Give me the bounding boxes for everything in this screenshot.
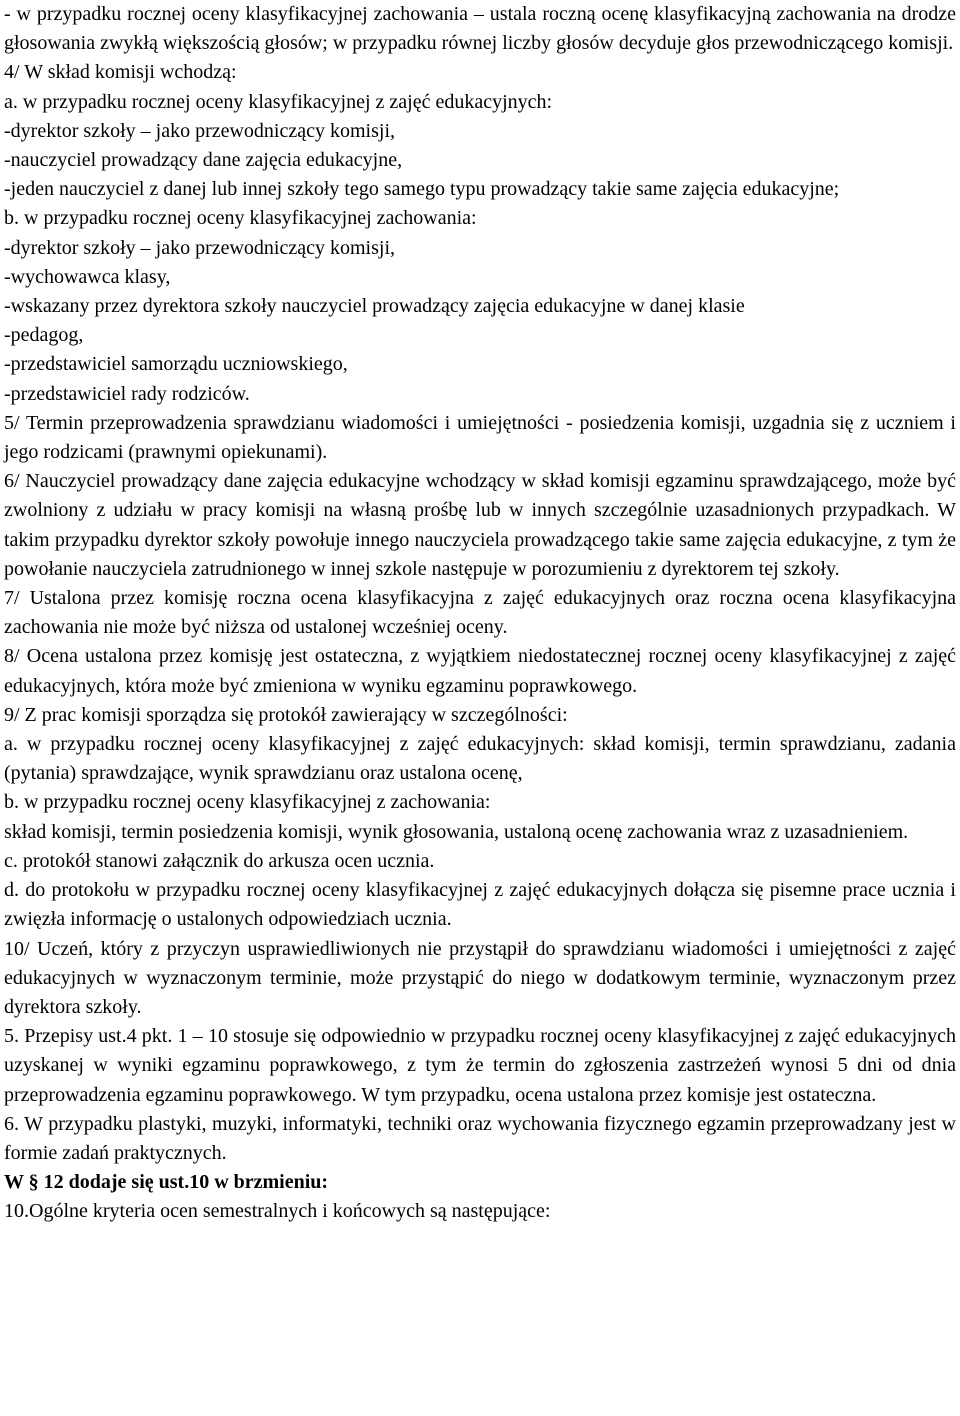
list-item-director: -dyrektor szkoły – jako przewodniczący komisji, bbox=[4, 119, 395, 142]
list-item-director-b: -dyrektor szkoły – jako przewodniczący komisji, bbox=[4, 236, 395, 259]
paragraph-voting-rule: - w przypadku rocznej oceny klasyfikacyjnej zachowania – ustala roczną ocenę klasyfikacyjną zachowania na drodze głosowania zwykłą większością głosów; w przypadku równej liczby głosów decyduje głos przewodniczącego komisji. bbox=[4, 3, 956, 55]
list-item-parents-council: -przedstawiciel rady rodziców. bbox=[4, 382, 250, 405]
paragraph-5: 5/ Termin przeprowadzenia sprawdzianu wiadomości i umiejętności - posiedzenia komisji, uzgadnia się z uczniem i jego rodzicami (prawnymi opiekunami). bbox=[4, 411, 956, 464]
paragraph-9b-body: skład komisji, termin posiedzenia komisji, wynik głosowania, ustaloną ocenę zachowania wraz z uzasadnieniem. bbox=[4, 820, 909, 843]
paragraph-9d: d. do protokołu w przypadku rocznej oceny klasyfikacyjnej z zajęć edukacyjnych dołącza się pisemne prace ucznia i zwięzła informację o ustalonych odpowiedziach ucznia. bbox=[4, 879, 956, 931]
list-item-student-council: -przedstawiciel samorządu uczniowskiego, bbox=[4, 353, 348, 376]
paragraph-6: 6/ Nauczyciel prowadzący dane zajęcia edukacyjne wchodzący w skład komisji egzaminu sprawdzającego, może być zwolniony z udziału w pracy komisji na własną prośbę lub w innych szczególnie uzasadnionych przypadkach. W takim przypadku dyrektor szkoły powołuje innego nauczyciela prowadzącego takie same zajęcia edukacyjne, z tym że powołanie nauczyciela zatrudnionego w innej szkole następuje w porozumieniu z dyrektorem tej szkoły. bbox=[4, 470, 956, 580]
paragraph-9-heading: 9/ Z prac komisji sporządza się protokół zawierający w szczególności: bbox=[4, 703, 568, 726]
paragraph-9c: c. protokół stanowi załącznik do arkusza ocen ucznia. bbox=[4, 849, 435, 872]
paragraph-4a-heading: a. w przypadku rocznej oceny klasyfikacyjnej z zajęć edukacyjnych: bbox=[4, 90, 553, 113]
paragraph-9b-heading: b. w przypadku rocznej oceny klasyfikacyjnej z zachowania: bbox=[4, 791, 491, 814]
paragraph-8: 8/ Ocena ustalona przez komisję jest ostateczna, z wyjątkiem niedostatecznej rocznej oceny klasyfikacyjnej z zajęć edukacyjnych, która może być zmieniona w wyniku egzaminu poprawkowego. bbox=[4, 645, 956, 697]
list-item-class-tutor: -wychowawca klasy, bbox=[4, 265, 171, 288]
document-page bbox=[4, 0, 956, 1227]
list-item-other-teacher: -jeden nauczyciel z danej lub innej szkoły tego samego typu prowadzący takie same zajęcia edukacyjne; bbox=[4, 178, 840, 201]
paragraph-7: 7/ Ustalona przez komisję roczna ocena klasyfikacyjna z zajęć edukacyjnych oraz roczna ocena klasyfikacyjna zachowania nie może być niższa od ustalonej wcześniej oceny. bbox=[4, 587, 956, 639]
amendment-heading: W § 12 dodaje się ust.10 w brzmieniu: bbox=[4, 1171, 329, 1194]
list-item-pedagogue: -pedagog, bbox=[4, 324, 84, 347]
paragraph-section-5: 5. Przepisy ust.4 pkt. 1 – 10 stosuje się odpowiednio w przypadku rocznej oceny klasyfikacyjnej z zajęć edukacyjnych uzyskanej w wyniki egzaminu poprawkowego, z tym że termin do zgłoszenia zastrzeżeń wynosi 5 dni od dnia przeprowadzenia egzaminu poprawkowego. W tym przypadku, ocena ustalona przez komisje jest ostateczna. bbox=[4, 1025, 956, 1106]
paragraph-4b-heading: b. w przypadku rocznej oceny klasyfikacyjnej zachowania: bbox=[4, 207, 477, 230]
paragraph-4-heading: 4/ W skład komisji wchodzą: bbox=[4, 61, 237, 84]
paragraph-section-6: 6. W przypadku plastyki, muzyki, informatyki, techniki oraz wychowania fizycznego egzamin przeprowadzany jest w formie zadań praktycznych. bbox=[4, 1112, 956, 1164]
list-item-teacher: -nauczyciel prowadzący dane zajęcia edukacyjne, bbox=[4, 149, 403, 172]
list-item-indicated-teacher: -wskazany przez dyrektora szkoły nauczyciel prowadzący zajęcia edukacyjne w danej klasie bbox=[4, 295, 745, 318]
paragraph-section-10: 10.Ogólne kryteria ocen semestralnych i końcowych są następujące: bbox=[4, 1200, 551, 1223]
paragraph-10: 10/ Uczeń, który z przyczyn usprawiedliwionych nie przystąpił do sprawdzianu wiadomości i umiejętności z zajęć edukacyjnych w wyznaczonym terminie, może przystąpić do niego w dodatkowym terminie, wyznaczonym przez dyrektora szkoły. bbox=[4, 937, 956, 1018]
paragraph-9a: a. w przypadku rocznej oceny klasyfikacyjnej z zajęć edukacyjnych: skład komisji, termin sprawdzianu, zadania (pytania) sprawdzające, wynik sprawdzianu oraz ustalona ocenę, bbox=[4, 733, 956, 785]
